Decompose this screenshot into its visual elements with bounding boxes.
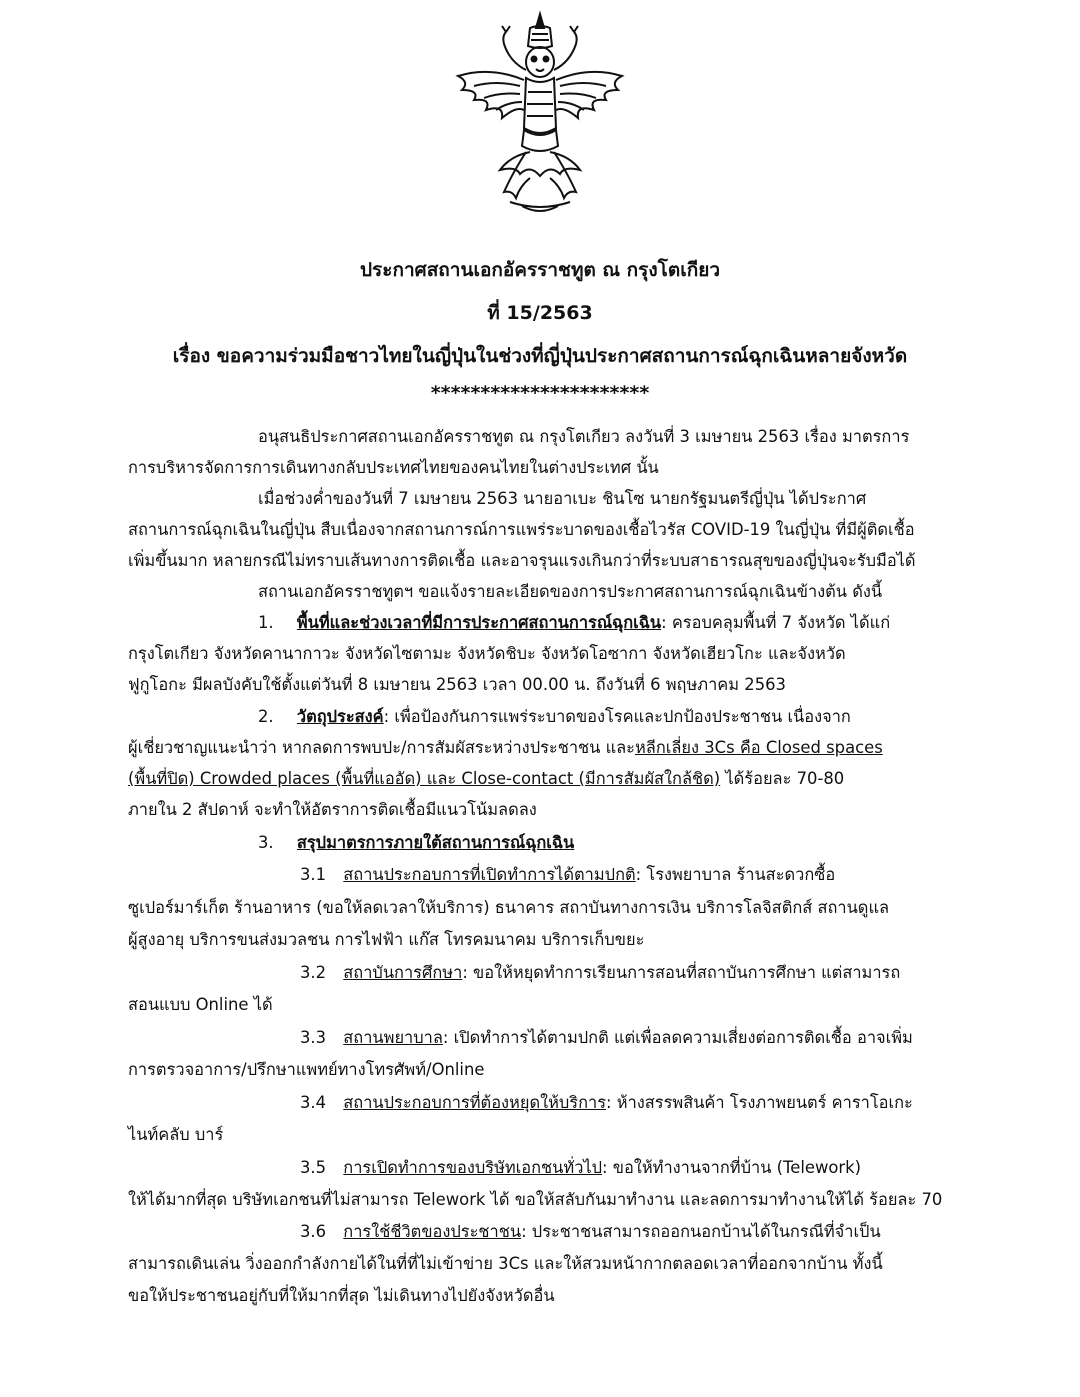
p2-line-2: สถานการณ์ฉุกเฉินในญี่ปุ่น สืบเนื่องจากสถานการณ์การแพร่ระบาดของเชื้อไวรัส COVID-19 ในญี่ปุ่น ที่มีผู้ติดเชื้อ (128, 520, 915, 539)
sub-3-4-heading: สถานประกอบการที่ต้องหยุดให้บริการ (343, 1093, 607, 1112)
sub-3-2-number: 3.2 (300, 963, 327, 982)
sub-3-6-number: 3.6 (300, 1222, 327, 1241)
item-3-line (258, 832, 574, 854)
item-2-3cs-underlined: หลีกเลี่ยง 3Cs คือ Closed spaces (634, 738, 883, 757)
item-2-3cs-detail-underlined: (พื้นที่ปิด) Crowded places (พื้นที่แออัด) และ Close-contact (มีการสัมผัสใกล้ชิด) (128, 769, 721, 788)
item-1-text: : ครอบคลุมพื้นที่ 7 จังหวัด ได้แก่ (661, 613, 891, 632)
sub-3-6-text: : ประชาชนสามารถออกนอกบ้านได้ในกรณีที่จำเป็น (521, 1222, 881, 1241)
sub-3-1-number: 3.1 (300, 865, 327, 884)
item-3-number: 3. (258, 833, 274, 852)
item-1-heading: พื้นที่และช่วงเวลาที่มีการประกาศสถานการณ์ฉุกเฉิน (296, 613, 662, 632)
item-2-number: 2. (258, 707, 274, 726)
item-2-line-3 (128, 768, 844, 790)
sub-3-5-line-1 (300, 1157, 861, 1179)
item-2-line-1 (258, 706, 851, 728)
sub-3-2-text: : ขอให้หยุดทำการเรียนการสอนที่สถาบันการศึกษา แต่สามารถ (462, 963, 901, 982)
sub-3-5-number: 3.5 (300, 1158, 327, 1177)
item-2-heading: วัตถุประสงค์ (296, 707, 384, 726)
sub-3-1-heading: สถานประกอบการที่เปิดทำการได้ตามปกติ (343, 865, 636, 884)
sub-3-2-line-2: สอนแบบ Online ได้ (128, 995, 273, 1014)
item-2-line-3-text: ได้ร้อยละ 70-80 (720, 769, 845, 788)
sub-3-1-text: : โรงพยาบาล ร้านสะดวกซื้อ (635, 865, 836, 884)
sub-3-6-heading: การใช้ชีวิตของประชาชน (343, 1222, 522, 1241)
p2-line-1: เมื่อช่วงค่ำของวันที่ 7 เมษายน 2563 นายอาเบะ ชินโซ นายกรัฐมนตรีญี่ปุ่น ได้ประกาศ (258, 489, 867, 508)
sub-3-4-text: : ห้างสรรพสินค้า โรงภาพยนตร์ คาราโอเกะ (606, 1093, 913, 1112)
item-3-heading: สรุปมาตรการภายใต้สถานการณ์ฉุกเฉิน (296, 833, 575, 852)
announcement-title: ประกาศสถานเอกอัครราชทูต ณ กรุงโตเกียว (359, 259, 721, 281)
item-1-line-3: ฟูกูโอกะ มีผลบังคับใช้ตั้งแต่วันที่ 8 เมษายน 2563 เวลา 00.00 น. ถึงวันที่ 6 พฤษภาคม 2563 (128, 675, 786, 694)
sub-3-6-line-2: สามารถเดินเล่น วิ่งออกกำลังกายได้ในที่ที่ไม่เข้าข่าย 3Cs และให้สวมหน้ากากตลอดเวลาที่ออกจากบ้าน ทั้งนี้ (128, 1254, 883, 1273)
p3-line: สถานเอกอัครราชทูตฯ ขอแจ้งรายละเอียดของการประกาศสถานการณ์ฉุกเฉินข้างต้น ดังนี้ (258, 582, 883, 601)
sub-3-3-heading: สถานพยาบาล (343, 1028, 443, 1047)
item-2-line-2 (128, 737, 883, 759)
item-2-text: : เพื่อป้องกันการแพร่ระบาดของโรคและปกป้องประชาชน เนื่องจาก (383, 707, 851, 726)
announcement-number: ที่ 15/2563 (487, 302, 593, 324)
sub-3-1-line-2: ซูเปอร์มาร์เก็ต ร้านอาหาร (ขอให้ลดเวลาให้บริการ) ธนาคาร สถาบันทางการเงิน บริการโลจิสติกส์ สถานดูแล (128, 898, 890, 917)
item-1-line-1 (258, 612, 890, 634)
sub-3-2-line-1 (300, 962, 900, 984)
sub-3-5-heading: การเปิดทำการของบริษัทเอกชนทั่วไป (343, 1158, 603, 1177)
announcement-subject: เรื่อง ขอความร่วมมือชาวไทยในญี่ปุ่นในช่วงที่ญี่ปุ่นประกาศสถานการณ์ฉุกเฉินหลายจังหวัด (172, 345, 908, 367)
p2-line-3: เพิ่มขึ้นมาก หลายกรณีไม่ทราบเส้นทางการติดเชื้อ และอาจรุนแรงเกินกว่าที่ระบบสาธารณสุขของญี่ปุ่นจะรับมือได้ (128, 551, 916, 570)
sub-3-6-line-3: ขอให้ประชาชนอยู่กับที่ให้มากที่สุด ไม่เดินทางไปยังจังหวัดอื่น (128, 1286, 555, 1305)
item-1-line-2: กรุงโตเกียว จังหวัดคานากาวะ จังหวัดไซตามะ จังหวัดชิบะ จังหวัดโอซากา จังหวัดเฮียวโกะ และจังหวัด (128, 644, 846, 663)
sub-3-5-line-2: ให้ได้มากที่สุด บริษัทเอกชนที่ไม่สามารถ Telework ได้ ขอให้สลับกันมาทำงาน และลดการมาทำงานให้ได้ ร้อยละ 70 (128, 1190, 943, 1209)
sub-3-3-text: : เปิดทำการได้ตามปกติ แต่เพื่อลดความเสี่ยงต่อการติดเชื้อ อาจเพิ่ม (442, 1028, 913, 1047)
sub-3-3-line-2: การตรวจอาการ/ปรึกษาแพทย์ทางโทรศัพท์/Online (128, 1060, 485, 1079)
sub-3-2-heading: สถาบันการศึกษา (343, 963, 463, 982)
sub-3-3-line-1 (300, 1027, 913, 1049)
sub-3-6-line-1 (300, 1221, 881, 1243)
garuda-emblem-icon (440, 6, 640, 216)
sub-3-5-text: : ขอให้ทำงานจากที่บ้าน (Telework) (602, 1158, 862, 1177)
p1-line-2: การบริหารจัดการการเดินทางกลับประเทศไทยของคนไทยในต่างประเทศ นั้น (128, 458, 659, 477)
sub-3-3-number: 3.3 (300, 1028, 327, 1047)
sub-3-4-line-2: ไนท์คลับ บาร์ (128, 1125, 224, 1144)
item-2-line-4: ภายใน 2 สัปดาห์ จะทำให้อัตราการติดเชื้อมีแนวโน้มลดลง (128, 800, 537, 819)
sub-3-4-line-1 (300, 1092, 913, 1114)
p1-line-1: อนุสนธิประกาศสถานเอกอัครราชทูต ณ กรุงโตเกียว ลงวันที่ 3 เมษายน 2563 เรื่อง มาตรการ (258, 427, 910, 446)
separator-stars: ********************** (430, 382, 650, 404)
sub-3-4-number: 3.4 (300, 1093, 327, 1112)
sub-3-1-line-3: ผู้สูงอายุ บริการขนส่งมวลชน การไฟฟ้า แก๊ส โทรคมนาคม บริการเก็บขยะ (128, 930, 645, 949)
sub-3-1-line-1 (300, 864, 835, 886)
item-2-line-2-text: ผู้เชี่ยวชาญแนะนำว่า หากลดการพบปะ/การสัมผัสระหว่างประชาชน และ (128, 738, 635, 757)
item-1-number: 1. (258, 613, 274, 632)
